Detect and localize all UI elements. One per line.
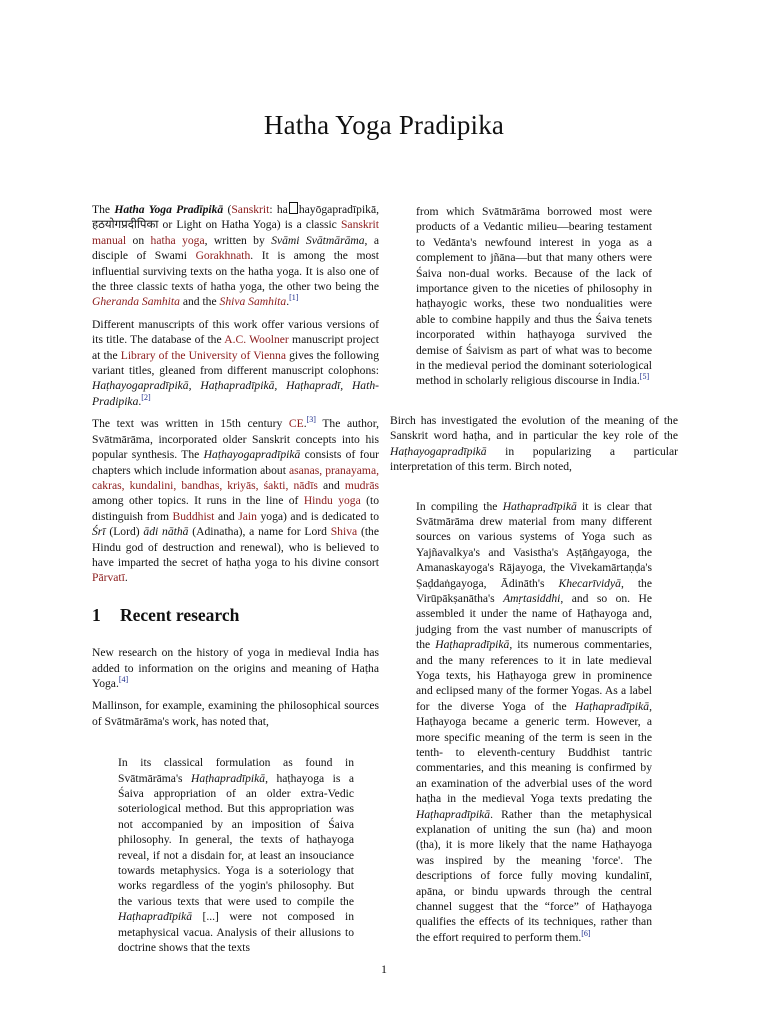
- link-parvati[interactable]: Pārvatī: [92, 571, 125, 585]
- citation-4[interactable]: [4]: [118, 675, 129, 685]
- section-number: 1: [92, 604, 101, 625]
- birch-quote: In compiling the Hathapradīpikā it is clear that Svātmārāma drew material from many different sources on various systems of Yoga such as Yajñavalkya's and Vasistha's Aṣṭāṅgayoga, the Amanaskayoga's Rājayoga, the Vivekamārtaṇḍa's Ṣaḍdaṅgayoga, Ādināth's Khecarīvidyā, the Virūpākṣanātha's Amṛtasiddhi, and so on. He assembled it under the name of Haṭhayoga and, judging from the vast number of manuscripts of the Haṭhapradīpikā, its numerous commentaries, and the many references to it in late medieval Yoga texts, his Haṭhayoga grew in prominence and eclipsed many of the former Yogas. As a label for the diverse Yoga of the Haṭhapradīpikā, Haṭhayoga became a generic term. However, a more specific meaning of the term is seen in the tenth- to eleventh-century Buddhist tantric commentaries, and this meaning is confirmed by an examination of the adverbial uses of the word haṭha in the medieval Yoga texts predating the Haṭhapradīpikā. Rather than the metaphysical explanation of uniting the sun (ha) and moon (ṭha), it is more likely that the name Haṭhayoga was inspired by the meaning 'force'. The descriptions of force fully moving kundalinī, apāna, or bindu upwards through the central channel suggest that the “force” of Haṭhayoga qualifies the effects of its techniques, rather than the effort required to perform them.[6]: [416, 499, 653, 944]
- link-shiva-samhita[interactable]: Shiva Samhita: [219, 295, 287, 309]
- mallinson-quote: In its classical formulation as found in Svātmārāma's Haṭhapradīpikā, haṭhayoga is a Śaiva appropriation of an older extra-Vedic soteriological method. But this appropriation was not accompanied by an imposition of Śaiva philosophy. In general, the texts of haṭhayoga reveal, if not a disdain for, at least an insouciance towards metaphysics. Yoga is a soteriology that works regardless of the yogin's philosophy. But the various texts that were used to compile the Haṭhapradīpikā [...] were not composed in metaphysical vacua. Analysis of their allusions to doctrine shows that the texts: [118, 756, 354, 955]
- link-woolner[interactable]: A.C. Woolner: [224, 333, 289, 347]
- link-hatha-yoga[interactable]: hatha yoga: [150, 233, 205, 247]
- link-buddhist[interactable]: Buddhist: [172, 509, 215, 523]
- link-shiva[interactable]: Shiva: [330, 525, 358, 539]
- variant-titles: Haṭhayogapradīpikā, Haṭhapradīpikā, Haṭhapradī, Hath-Pradipika: [92, 379, 379, 408]
- citation-5[interactable]: [5]: [639, 372, 650, 382]
- section-heading-recent-research: [92, 604, 379, 625]
- left-column: [92, 202, 379, 955]
- page-number: 1: [381, 962, 387, 976]
- titles-paragraph: Different manuscripts of this work offer various versions of its title. The database of the A.C. Woolner manuscript project at the Library of the University of Vienna gives the following variant titles, gleaned from different manuscript colophons: Haṭhayogapradīpikā, Haṭhapradīpikā, Haṭhapradī, Hath-Pradipika.[2]: [92, 317, 379, 408]
- right-column: [390, 204, 678, 945]
- link-gheranda-samhita[interactable]: Gheranda Samhita: [92, 295, 180, 309]
- link-sanskrit-manual[interactable]: Sanskrit manual: [92, 218, 379, 247]
- link-hindu-yoga[interactable]: Hindu yoga: [303, 494, 361, 508]
- missing-glyph-box: [289, 202, 298, 214]
- link-mudras[interactable]: mudrās: [344, 478, 379, 492]
- link-gorakhnath[interactable]: Gorakhnath: [195, 249, 251, 263]
- link-ce[interactable]: CE: [288, 417, 304, 431]
- citation-2[interactable]: [2]: [141, 393, 151, 403]
- section-title: Recent research: [120, 604, 240, 625]
- mallinson-paragraph: Mallinson, for example, examining the philosophical sources of Svātmārāma's work, has noted that,: [92, 699, 379, 728]
- birch-paragraph: Birch has investigated the evolution of the meaning of the Sanskrit word haṭha, and in particular the key role of the Haṭhayogapradīpikā in popularizing a particular interpretation of this term. Birch noted,: [390, 413, 678, 474]
- citation-1[interactable]: [1]: [289, 293, 299, 303]
- article-subject: Hatha Yoga Pradīpikā: [114, 203, 224, 216]
- link-library-vienna[interactable]: Library of the University of Vienna: [120, 348, 286, 362]
- mallinson-quote-continued: from which Svātmārāma borrowed most were products of a Vedantic milieu—bearing testament to Vedānta's newfound interest in yoga as a complement to jñāna—but that many others were Śaiva non-dual works. Because of the lack of importance given to the niceties of philosophy in haṭhayogic works, these two nondualities were able to combine happily and thus the Śaiva tenets incorporated within haṭhayoga survived the demise of Śaivism as part of what was to become in the medieval period the dominant soteriological method in scholarly religious discourse in India.[5]: [416, 205, 652, 388]
- link-topics[interactable]: asanas, pranayama, cakras, kundalini, bandhas, kriyās, śakti, nādīs: [92, 463, 379, 492]
- citation-3[interactable]: [3]: [306, 415, 316, 425]
- intro-paragraph: The Hatha Yoga Pradīpikā (Sanskrit: ha hayōgapradīpikā, हठयोगप्रदीपिका or Light on Hatha Yoga) is a classic Sanskrit manual on hatha yoga, written by Svāmi Svātmārāma, a disciple of Swami Gorakhnath. It is among the most influential surviving texts on the hatha yoga. It is also one of the three classic texts of hatha yoga, the other two being the Gheranda Samhita and the Shiva Samhita.[1]: [92, 203, 380, 309]
- citation-6[interactable]: [6]: [581, 929, 591, 939]
- author-name: Svāmi Svātmārāma: [271, 233, 365, 247]
- research-paragraph: New research on the history of yoga in medieval India has added to information on the origins and meaning of Haṭha Yoga.[4]: [92, 646, 379, 690]
- page-title: Hatha Yoga Pradipika: [263, 110, 505, 140]
- link-jain[interactable]: Jain: [238, 509, 257, 523]
- date-paragraph: The text was written in 15th century CE.[3] The author, Svātmārāma, incorporated older Sanskrit concepts into his popular synthesis. The Haṭhayogapradīpikā consists of four chapters which include information about asanas, pranayama, cakras, kundalini, bandhas, kriyās, śakti, nādīs and mudrās among other topics. It runs in the line of Hindu yoga (to distinguish from Buddhist and Jain yoga) and is dedicated to Śrī (Lord) ādi nāthā (Adinatha), a name for Lord Shiva (the Hindu god of destruction and renewal), who is believed to have imparted the secret of haṭha yoga to his divine consort Pārvatī.: [92, 415, 380, 585]
- link-sanskrit[interactable]: Sanskrit: [231, 203, 270, 216]
